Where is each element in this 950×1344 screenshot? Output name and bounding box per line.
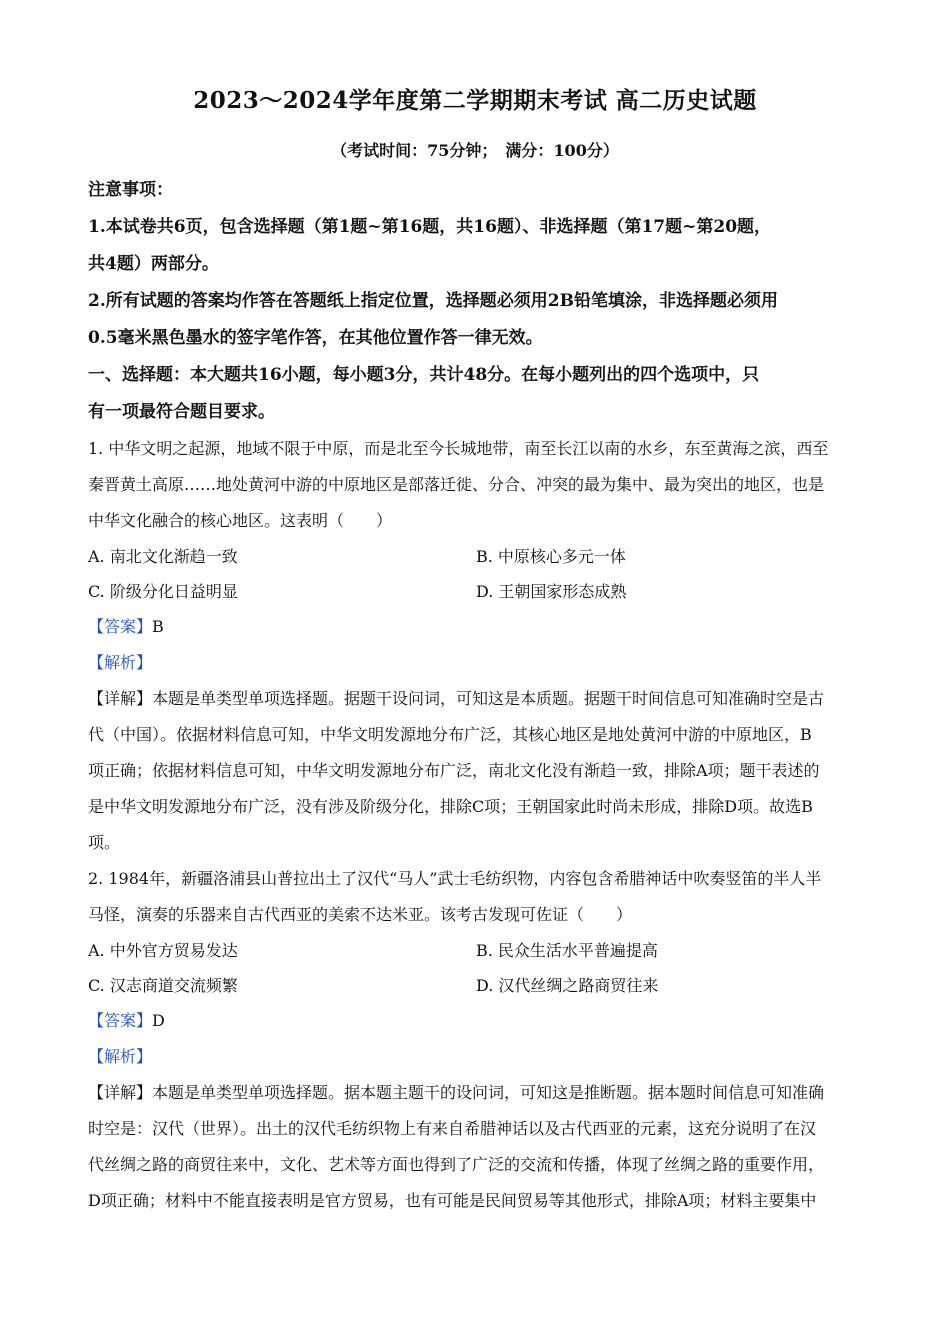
detail-line: 是中华文明发源地分布广泛，没有涉及阶级分化，排除C项；王朝国家此时尚未形成，排除D项。故选B bbox=[88, 797, 813, 816]
question-stem-line: 中华文化融合的核心地区。这表明（ ） bbox=[88, 511, 393, 530]
exam-subtitle: （考试时间：75分钟； 满分：100分） bbox=[331, 141, 619, 160]
notice-line: 2.所有试题的答案均作答在答题纸上指定位置，选择题必须用2B铅笔填涂，非选择题必须用 bbox=[88, 291, 778, 311]
detail-tag: 【详解】 bbox=[88, 689, 153, 708]
options-row bbox=[88, 574, 868, 609]
analysis-tag: 【解析】 bbox=[88, 1047, 153, 1066]
detail-line: D项正确；材料中不能直接表明是官方贸易，也有可能是民间贸易等其他形式，排除A项；材料主要集中 bbox=[88, 1191, 817, 1210]
detail-line: 项正确；依据材料信息可知，中华文明发源地分布广泛，南北文化没有渐趋一致，排除A项；题干表述的 bbox=[88, 761, 820, 780]
detail-line bbox=[88, 681, 868, 717]
detail-text: 本题是单类型单项选择题。据题干设问词，可知这是本质题。据题干时间信息可知准确时空是古 bbox=[152, 689, 825, 708]
notice-block bbox=[88, 172, 868, 357]
options-row bbox=[88, 539, 868, 574]
option-b: B. 民众生活水平普遍提高 bbox=[476, 941, 658, 960]
question-1 bbox=[88, 431, 868, 861]
answer-tag: 【答案】 bbox=[88, 617, 153, 636]
answer-line bbox=[88, 1003, 868, 1039]
detail-text: 本题是单类型单项选择题。据本题主题干的设问词，可知这是推断题。据本题时间信息可知准确 bbox=[152, 1083, 825, 1102]
detail-tag: 【详解】 bbox=[88, 1083, 153, 1102]
option-a: A. 南北文化渐趋一致 bbox=[88, 547, 238, 566]
exam-title: 2023～2024学年度第二学期期末考试 高二历史试题 bbox=[193, 87, 757, 114]
option-a: A. 中外官方贸易发达 bbox=[88, 941, 238, 960]
option-b: B. 中原核心多元一体 bbox=[476, 547, 626, 566]
exam-body bbox=[88, 172, 868, 1219]
answer-tag: 【答案】 bbox=[88, 1011, 153, 1030]
options-row bbox=[88, 933, 868, 968]
notice-line: 共4题）两部分。 bbox=[88, 254, 219, 274]
question-stem-line: 2. 1984年，新疆洛浦县山普拉出土了汉代“马人”武士毛纺织物，内容包含希腊神话中吹奏竖笛的半人半 bbox=[88, 869, 822, 888]
detail-line: 时空是：汉代（世界）。出土的汉代毛纺织物上有来自希腊神话以及古代西亚的元素，这充分说明了在汉 bbox=[88, 1119, 817, 1138]
option-c: C. 汉志商道交流频繁 bbox=[88, 976, 238, 995]
analysis-tag: 【解析】 bbox=[88, 653, 153, 672]
question-stem-line: 马怪，演奏的乐器来自古代西亚的美索不达米亚。该考古发现可佐证（ ） bbox=[88, 905, 633, 924]
option-d: D. 汉代丝绸之路商贸往来 bbox=[476, 976, 659, 995]
notice-line: 1.本试卷共6页，包含选择题（第1题~第16题，共16题）、非选择题（第17题~第20题， bbox=[88, 217, 772, 237]
option-c: C. 阶级分化日益明显 bbox=[88, 582, 238, 601]
analysis-line bbox=[88, 645, 868, 681]
answer-line bbox=[88, 609, 868, 645]
analysis-line bbox=[88, 1039, 868, 1075]
question-stem-line: 1. 中华文明之起源，地域不限于中原，而是北至今长城地带，南至长江以南的水乡，东至黄海之滨，西至 bbox=[88, 439, 829, 458]
detail-line: 代（中国）。依据材料信息可知，中华文明发源地分布广泛，其核心地区是地处黄河中游的中原地区，B bbox=[88, 725, 812, 744]
section-line: 一、选择题：本大题共16小题，每小题3分，共计48分。在每小题列出的四个选项中，只 bbox=[88, 365, 760, 385]
question-2 bbox=[88, 861, 868, 1219]
section-heading bbox=[88, 357, 868, 431]
notice-line: 0.5毫米黑色墨水的签字笔作答，在其他位置作答一律无效。 bbox=[88, 328, 543, 348]
section-line: 有一项最符合题目要求。 bbox=[88, 402, 275, 422]
detail-line bbox=[88, 1075, 868, 1111]
options-row bbox=[88, 968, 868, 1003]
notice-heading: 注意事项： bbox=[88, 180, 173, 200]
answer-value: B bbox=[152, 617, 164, 636]
answer-value: D bbox=[152, 1011, 165, 1030]
detail-line: 项。 bbox=[88, 833, 121, 852]
option-d: D. 王朝国家形态成熟 bbox=[476, 582, 627, 601]
detail-line: 代丝绸之路的商贸往来中，文化、艺术等方面也得到了广泛的交流和传播，体现了丝绸之路的重要作用， bbox=[88, 1155, 825, 1174]
question-stem-line: 秦晋黄土高原……地处黄河中游的中原地区是部落迁徙、分合、冲突的最为集中、最为突出的地区，也是 bbox=[88, 475, 825, 494]
